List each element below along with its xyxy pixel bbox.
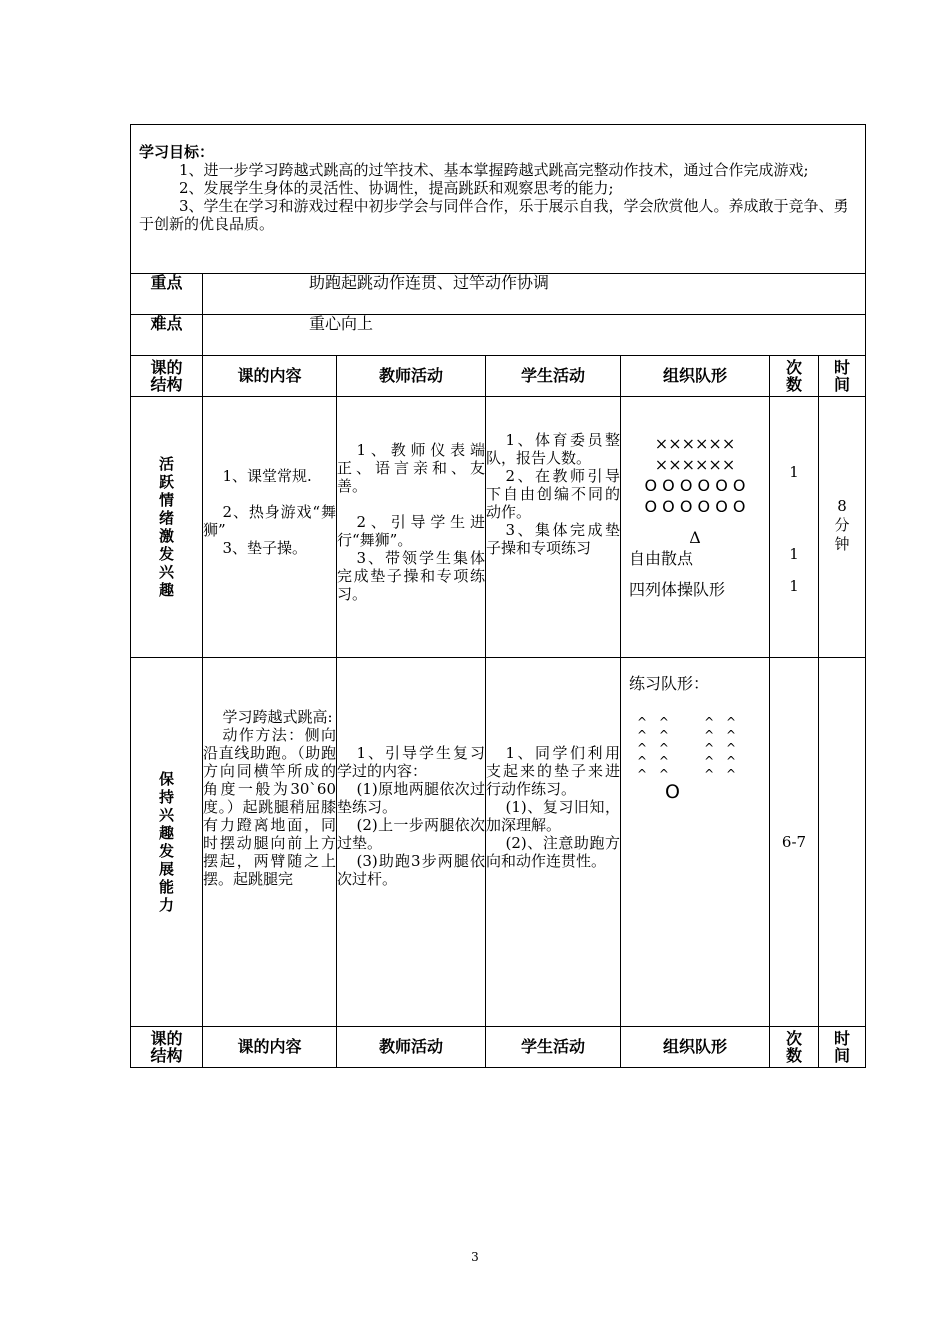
header-teacher: 教师活动 xyxy=(337,1027,486,1068)
section1-row xyxy=(131,397,866,658)
section2-teacher: 1、引导学生复习学过的内容： (1)原地两腿依次过垫练习。 (2)上一步两腿依次过垫。 (3)助跑3步两腿依次过杆。 xyxy=(337,658,486,1027)
chevron-row: ^ ^ ^ ^ xyxy=(637,767,741,781)
header-formation: 组织队形 xyxy=(621,356,770,397)
header-content: 课的内容 xyxy=(203,356,337,397)
header-structure: 课的 结构 xyxy=(131,356,203,397)
section2-structure: 保 持 兴 趣 发 展 能 力 xyxy=(131,658,203,1027)
lesson-plan-table xyxy=(130,124,866,1068)
teacher-circle-icon: O xyxy=(665,781,680,803)
section2-time xyxy=(819,658,866,1027)
objective-item: 3、学生在学习和游戏过程中初步学会与同伴合作，乐于展示自我，学会欣赏他人。养成敢于竞争、勇于创新的优良品质。 xyxy=(139,197,849,233)
section1-counts: 1 1 1 xyxy=(770,397,819,658)
header-row xyxy=(131,356,866,397)
header-count: 次 数 xyxy=(770,1027,819,1068)
section2-student: 1、同学们利用支起来的垫子来进行动作练习。 (1)、复习旧知，加深理解。 (2)、注意助跑方向和动作连贯性。 xyxy=(486,658,621,1027)
header-structure: 课的 结构 xyxy=(131,1027,203,1068)
chevron-row: ^ ^ ^ ^ xyxy=(637,728,741,742)
section1-content: 1、课堂常规. 2、热身游戏“舞狮” 3、垫子操。 xyxy=(203,397,337,658)
section2-formation: 练习队形： ^ ^ ^ ^ ^ ^ ^ ^ ^ ^ ^ ^ ^ ^ ^ ^ ^ ^ ^ ^ O xyxy=(621,658,770,1027)
section1-student: 1、体育委员整队，报告人数。 2、在教师引导下自由创编不同的动作。 3、集体完成垫子操和专项练习 xyxy=(486,397,621,658)
section1-time: 8 分 钟 xyxy=(819,397,866,658)
objectives-cell xyxy=(131,125,866,274)
teacher-triangle-icon: Δ xyxy=(689,528,701,547)
section1-structure: 活 跃 情 绪 激 发 兴 趣 xyxy=(131,397,203,658)
key-point-value: 助跑起跳动作连贯、过竿动作协调 xyxy=(203,274,866,315)
key-point-label: 重点 xyxy=(131,274,203,315)
chevron-row: ^ ^ ^ ^ xyxy=(637,741,741,755)
header-time: 时 间 xyxy=(819,1027,866,1068)
objective-item: 2、发展学生身体的灵活性、协调性，提高跳跃和观察思考的能力; xyxy=(179,179,614,197)
section2-count: 6-7 xyxy=(770,658,819,1027)
header-student: 学生活动 xyxy=(486,356,621,397)
section1-formation: ×××××× ×××××× O O O O O O O O O O O O Δ 自由散点 四列体操队形 xyxy=(621,397,770,658)
header-formation: 组织队形 xyxy=(621,1027,770,1068)
header-student: 学生活动 xyxy=(486,1027,621,1068)
difficulty-label: 难点 xyxy=(131,315,203,356)
chevron-row: ^ ^ ^ ^ xyxy=(637,715,741,729)
objective-item: 1、进一步学习跨越式跳高的过竿技术、基本掌握跨越式跳高完整动作技术，通过合作完成游戏; xyxy=(179,161,809,179)
page-number: 3 xyxy=(471,1250,479,1264)
header-count: 次 数 xyxy=(770,356,819,397)
section2-content: 学习跨越式跳高: 动作方法：侧向沿直线助跑。（助跑方向同横竿所成的角度一般为30`60度。）起跳腿稍屈膝有力蹬离地面，同时摆动腿向前上方摆起，两臂随之上摆。起跳腿完 xyxy=(203,658,337,1027)
header-content: 课的内容 xyxy=(203,1027,337,1068)
chevron-row: ^ ^ ^ ^ xyxy=(637,754,741,768)
header-time: 时 间 xyxy=(819,356,866,397)
objectives-title: 学习目标： xyxy=(139,143,215,161)
difficulty-value: 重心向上 xyxy=(203,315,866,356)
section1-teacher: 1、教师仪表端正、语言亲和、友善。 2、引导学生进行“舞狮”。 3、带领学生集体完成垫子操和专项练习。 xyxy=(337,397,486,658)
section2-row xyxy=(131,658,866,1027)
header-teacher: 教师活动 xyxy=(337,356,486,397)
header-row-repeat xyxy=(131,1027,866,1068)
